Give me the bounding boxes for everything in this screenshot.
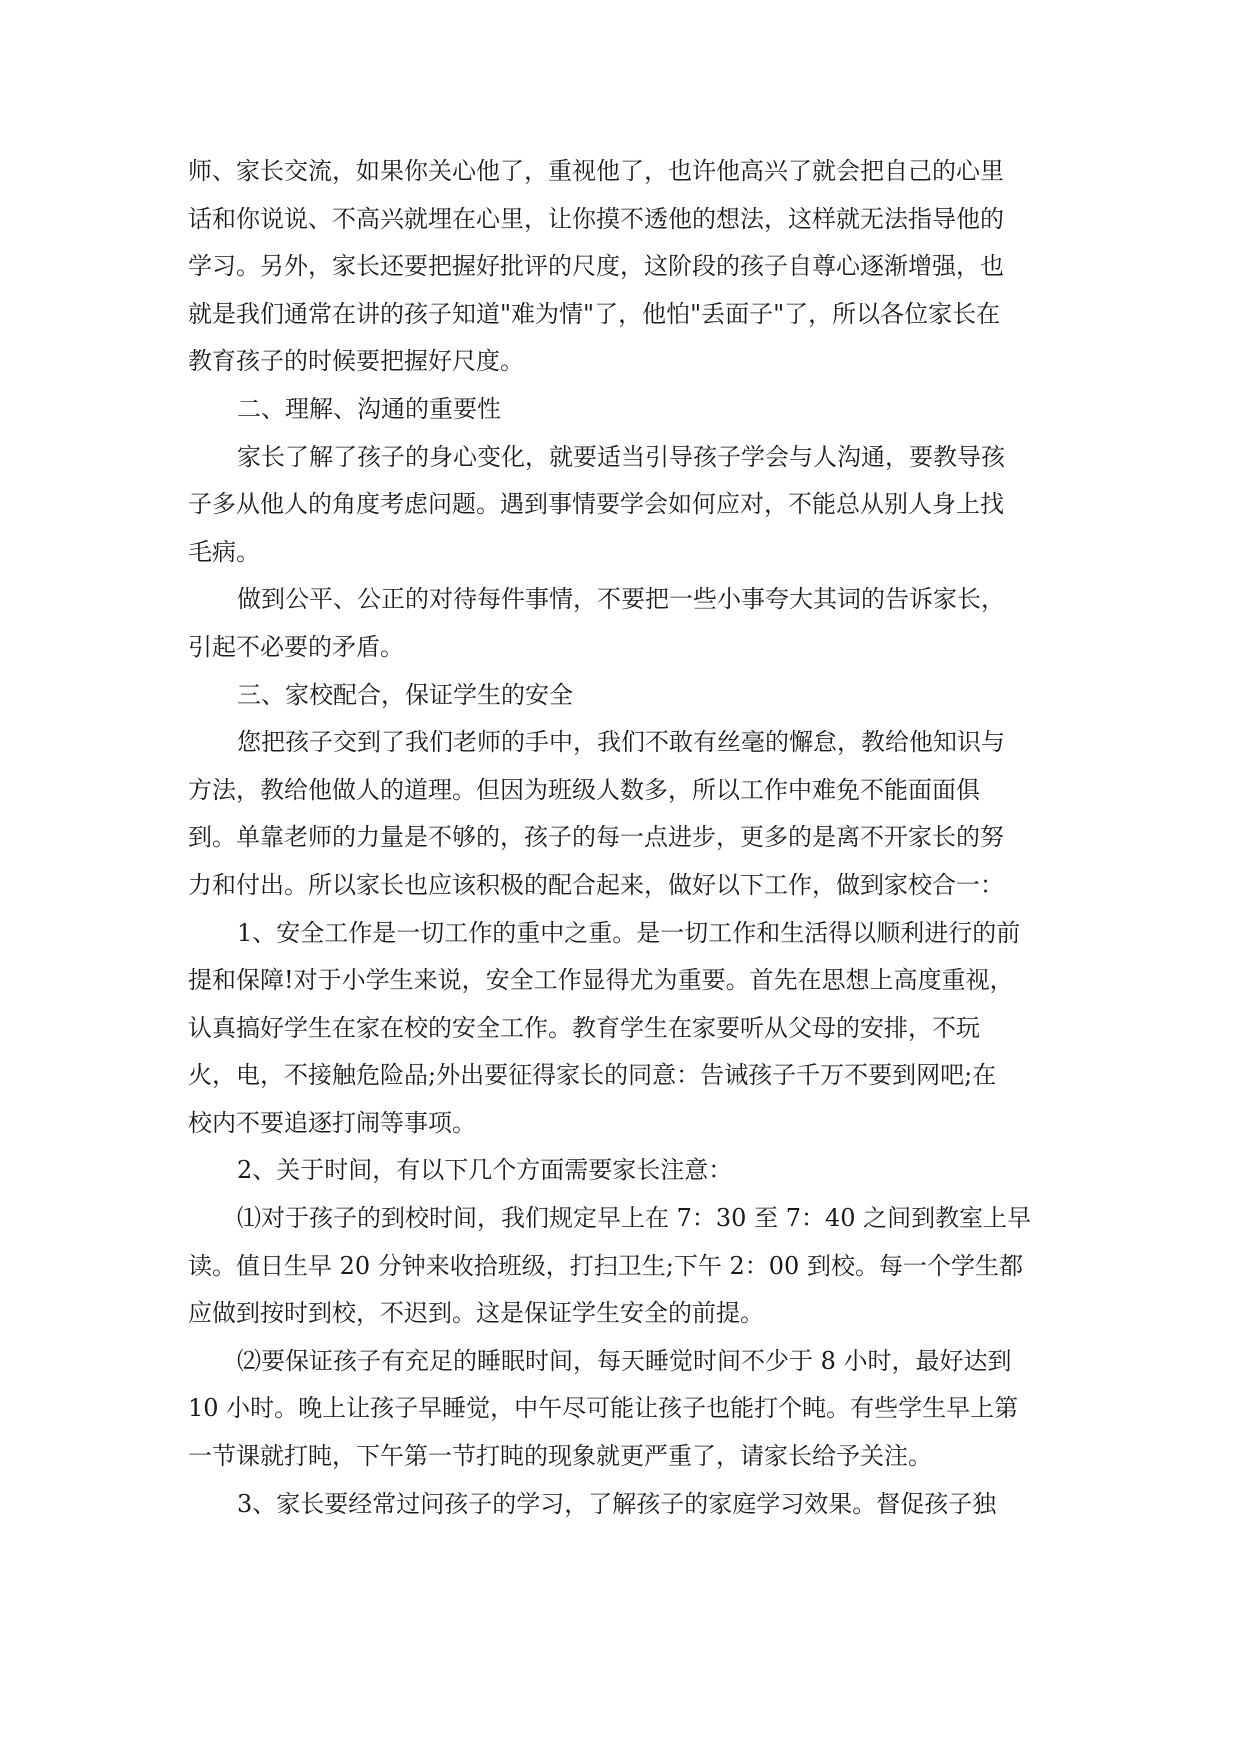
- text-line: 做到公平、公正的对待每件事情，不要把一些小事夸大其词的告诉家长，: [237, 585, 1005, 614]
- text-line: ⑵要保证孩子有充足的睡眠时间，每天睡觉时间不少于 8 小时，最好达到: [237, 1346, 1012, 1375]
- text-line: 10 小时。晚上让孩子早睡觉，中午尽可能让孩子也能打个盹。有些学生早上第: [188, 1394, 1019, 1423]
- text-line: 就是我们通常在讲的孩子知道"难为情"了，他怕"丢面子"了，所以各位家长在: [188, 299, 1001, 328]
- text-line: 3、家长要经常过问孩子的学习，了解孩子的家庭学习效果。督促孩子独: [237, 1489, 997, 1518]
- text-line: 读。值日生早 20 分钟来收拾班级，打扫卫生;下午 2：00 到校。每一个学生都: [188, 1251, 1023, 1280]
- text-line: 提和保障!对于小学生来说，安全工作显得尤为重要。首先在思想上高度重视，: [188, 966, 1014, 995]
- text-line: 应做到按时到校，不迟到。这是保证学生安全的前提。: [188, 1299, 764, 1328]
- text-line: 师、家长交流，如果你关心他了，重视他了，也许他高兴了就会把自己的心里: [188, 157, 1004, 185]
- text-line: 子多从他人的角度考虑问题。遇到事情要学会如何应对，不能总从别人身上找: [188, 490, 1004, 519]
- text-line: 2、关于时间，有以下几个方面需要家长注意：: [237, 1156, 733, 1185]
- text-line: 到。单靠老师的力量是不够的，孩子的每一点进步，更多的是离不开家长的努: [188, 823, 1004, 852]
- text-line: 学习。另外，家长还要把握好批评的尺度，这阶段的孩子自尊心逐渐增强，也: [188, 252, 1004, 281]
- text-line: ⑴对于孩子的到校时间，我们规定早上在 7：30 至 7：40 之间到教室上早: [237, 1204, 1032, 1233]
- text-line: 家长了解了孩子的身心变化，就要适当引导孩子学会与人沟通，要教导孩: [237, 442, 1005, 471]
- text-line: 您把孩子交到了我们老师的手中，我们不敢有丝毫的懈怠，教给他知识与: [237, 728, 1005, 757]
- text-line: 引起不必要的矛盾。: [188, 632, 404, 661]
- text-line: 一节课就打盹，下午第一节打盹的现象就更严重了，请家长给予关注。: [188, 1442, 932, 1471]
- text-line: 认真搞好学生在家在校的安全工作。教育学生在家要听从父母的安排，不玩: [188, 1013, 980, 1042]
- text-line: 教育孩子的时候要把握好尺度。: [188, 347, 524, 376]
- text-line: 话和你说说、不高兴就埋在心里，让你摸不透他的想法，这样就无法指导他的: [188, 204, 1004, 233]
- text-line: 毛病。: [188, 537, 260, 566]
- text-line: 火，电，不接触危险品;外出要征得家长的同意：告诫孩子千万不要到网吧;在: [188, 1061, 997, 1090]
- text-line: 1、安全工作是一切工作的重中之重。是一切工作和生活得以顺利进行的前: [237, 918, 1021, 947]
- text-line: 二、理解、沟通的重要性: [237, 394, 501, 423]
- text-line: 力和付出。所以家长也应该积极的配合起来，做好以下工作，做到家校合一：: [188, 870, 1004, 899]
- text-line: 方法，教给他做人的道理。但因为班级人数多，所以工作中难免不能面面俱: [188, 775, 980, 804]
- text-line: 校内不要追逐打闹等事项。: [188, 1108, 476, 1137]
- document-body: [188, 148, 1063, 1528]
- text-line: 三、家校配合，保证学生的安全: [237, 680, 573, 709]
